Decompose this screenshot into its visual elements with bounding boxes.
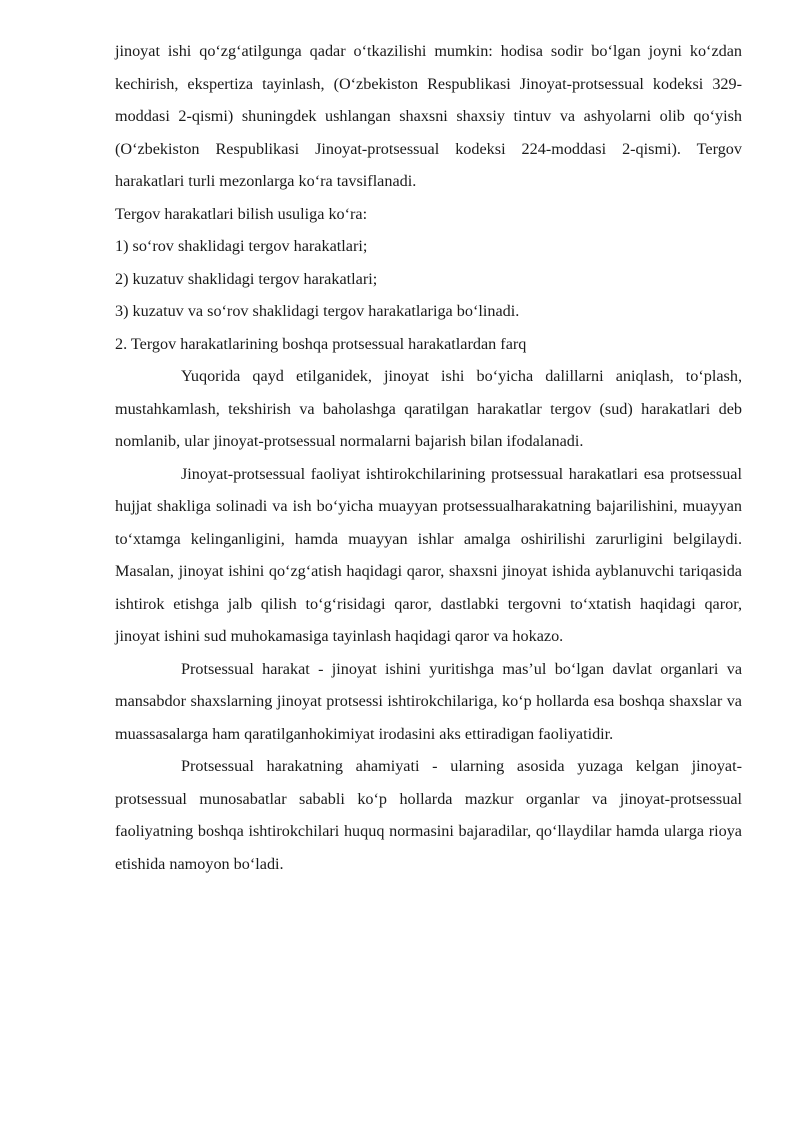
paragraph-body-3: Protsessual harakat - jinoyat ishini yuritishga mas’ul bo‘lgan davlat organlari va mansabdor shaxslarning jinoyat protsessi ishtirokchilariga, ko‘p hollarda esa boshqa shaxslar va muassasalarga ham qaratilganhokimiyat irodasini aks ettiradigan faoliyatidir. — [115, 659, 742, 743]
list-item-3: 3) kuzatuv va so‘rov shaklidagi tergov harakatlariga bo‘linadi. — [115, 302, 520, 320]
paragraph-body-4: Protsessual harakatning ahamiyati - ularning asosida yuzaga kelgan jinoyat-protsessual munosabatlar sababli ko‘p hollarda mazkur organlar va jinoyat-protsessual faoliyatning boshqa ishtirokchilari huquq normasini bajaradilar, qo‘llaydilar hamda ularga rioya etishida namoyon bo‘ladi. — [115, 757, 742, 873]
paragraph-body-2: Jinoyat-protsessual faoliyat ishtirokchilarining protsessual harakatlari esa protsessual hujjat shakliga solinadi va ish bo‘yicha muayyan protsessualharakatning bajarilishini, muayyan to‘xtamga kelinganligini, hamda muayyan ishlar amalga oshirilishi zarurligini belgilaydi. Masalan, jinoyat ishini qo‘zg‘atish haqidagi qaror, shaxsni jinoyat ishida ayblanuvchi tariqasida ishtirok etishga jalb qilish to‘g‘risidagi qaror, dastlabki tergovni to‘xtatish haqidagi qaror, jinoyat ishini sud muhokamasiga tayinlash haqidagi qaror va hokazo. — [115, 464, 742, 645]
paragraph-classification-intro: Tergov harakatlari bilish usuliga ko‘ra: — [115, 204, 368, 223]
section-heading: 2. Tergov harakatlarining boshqa protsessual harakatlardan farq — [115, 334, 527, 353]
paragraph-body-1: Yuqorida qayd etilganidek, jinoyat ishi bo‘yicha dalillarni aniqlash, to‘plash, mustahkamlash, tekshirish va baholashga qaratilgan harakatlar tergov (sud) harakatlari deb nomlanib, ular jinoyat-protsessual normalarni bajarish bilan ifodalanadi. — [115, 367, 742, 450]
list-item-1: 1) so‘rov shaklidagi tergov harakatlari; — [115, 237, 368, 255]
list-item-2: 2) kuzatuv shaklidagi tergov harakatlari; — [115, 269, 378, 288]
document-page — [115, 35, 742, 880]
paragraph-continuation: jinoyat ishi qo‘zg‘atilgunga qadar o‘tkazilishi mumkin: hodisa sodir bo‘lgan joyni ko‘zdan kechirish, ekspertiza tayinlash, (O‘zbekiston Respublikasi Jinoyat-protsessual kodeksi 329-moddasi 2-qismi) shuningdek ushlangan shaxsni shaxsiy tintuv va ashyolarni olib qo‘yish (O‘zbekiston Respublikasi Jinoyat-protsessual kodeksi 224-moddasi 2-qismi). Tergov harakatlari turli mezonlarga ko‘ra tavsiflanadi. — [115, 42, 742, 190]
